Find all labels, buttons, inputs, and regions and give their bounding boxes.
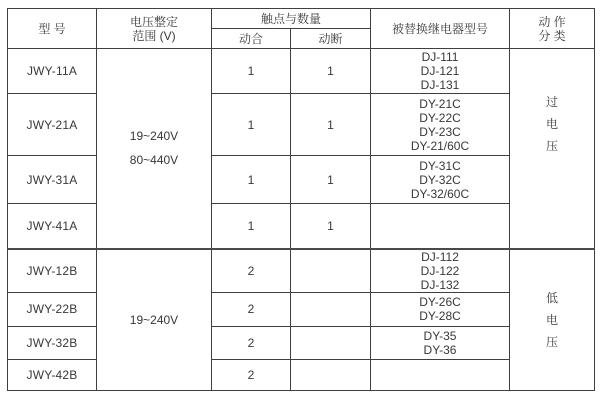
model-cell: JWY-31A [8,156,97,204]
contact-no-cell: 2 [212,326,291,359]
contact-nc-cell: 1 [291,94,371,156]
replaced-model: DY-23C [419,124,461,139]
table-row [8,204,595,249]
replaced-model: DY-36 [423,342,457,357]
replaced-model: DY-32C [419,172,461,187]
model-cell: JWY-41A [8,204,97,249]
replaced-models-cell [371,49,510,94]
replaced-models-cell [371,326,510,359]
replaced-model: DY-21/60C [410,138,470,153]
voltage-cell [97,49,212,249]
contact-no-cell: 2 [212,249,291,293]
header-action-line1: 动 作 [538,14,566,29]
contact-no-cell: 2 [212,359,291,390]
contact-nc-cell: 1 [291,204,371,249]
action-class-cell [510,249,595,391]
table-row [8,326,595,359]
voltage-cell [97,249,212,391]
replaced-model: DY-31C [419,158,461,173]
model-cell: JWY-22B [8,292,97,326]
action-class-cell [510,49,595,249]
replaced-models-cell [371,292,510,326]
header-action-class [510,9,595,49]
replaced-model: DY-32/60C [410,186,470,201]
action-char: 压 [546,139,559,154]
model-cell: JWY-11A [8,49,97,94]
table-row [8,249,595,293]
header-voltage-line2: 范围 (V) [132,28,176,43]
table-row [8,49,595,94]
contact-no-cell: 1 [212,156,291,204]
header-action-line2: 分 类 [538,28,566,43]
replaced-model: DJ-132 [420,277,460,292]
header-replaced-models: 被替换继电器型号 [371,9,510,49]
header-contact-no: 动合 [212,29,291,49]
action-char: 过 [546,95,559,110]
contact-nc-cell [291,292,371,326]
replaced-model: DY-21C [419,96,461,111]
header-contact-nc: 动断 [291,29,371,49]
replaced-model: DY-28C [419,309,461,323]
table-row [8,359,595,390]
model-cell: JWY-21A [8,94,97,156]
table-row [8,292,595,326]
replaced-models-cell [371,249,510,293]
header-contacts: 触点与数量 [212,9,371,29]
replaced-model: DY-26C [419,295,461,309]
header-model: 型 号 [8,9,97,49]
replaced-model: DJ-111 [421,50,459,64]
voltage-line: 19~240V [129,312,179,327]
replaced-model: DY-22C [419,110,461,125]
table-row [8,156,595,204]
action-char: 电 [546,117,559,132]
voltage-line: 80~440V [129,153,179,168]
replaced-models-cell [371,204,510,249]
relay-spec-table [7,8,595,391]
contact-no-cell: 1 [212,204,291,249]
voltage-line: 19~240V [129,129,179,144]
replaced-model: DJ-121 [420,64,460,78]
replaced-model: DJ-131 [420,78,460,92]
replaced-models-cell [371,156,510,204]
header-voltage-line1: 电压整定 [129,14,178,29]
replaced-models-cell [371,359,510,390]
model-cell: JWY-42B [8,359,97,390]
action-char: 低 [546,290,559,305]
model-cell: JWY-32B [8,326,97,359]
replaced-model: DJ-122 [420,263,460,278]
contact-nc-cell [291,359,371,390]
contact-nc-cell: 1 [291,49,371,94]
action-char: 压 [546,334,559,349]
contact-no-cell: 1 [212,49,291,94]
contact-no-cell: 1 [212,94,291,156]
table-row [8,94,595,156]
contact-nc-cell: 1 [291,156,371,204]
model-cell: JWY-12B [8,249,97,293]
header-row-1 [8,9,595,29]
header-voltage-range [97,9,212,49]
replaced-model: DJ-112 [421,249,459,264]
contact-nc-cell [291,249,371,293]
replaced-models-cell [371,94,510,156]
replaced-model: DY-35 [423,328,457,343]
contact-no-cell: 2 [212,292,291,326]
contact-nc-cell [291,326,371,359]
action-char: 电 [546,312,559,327]
